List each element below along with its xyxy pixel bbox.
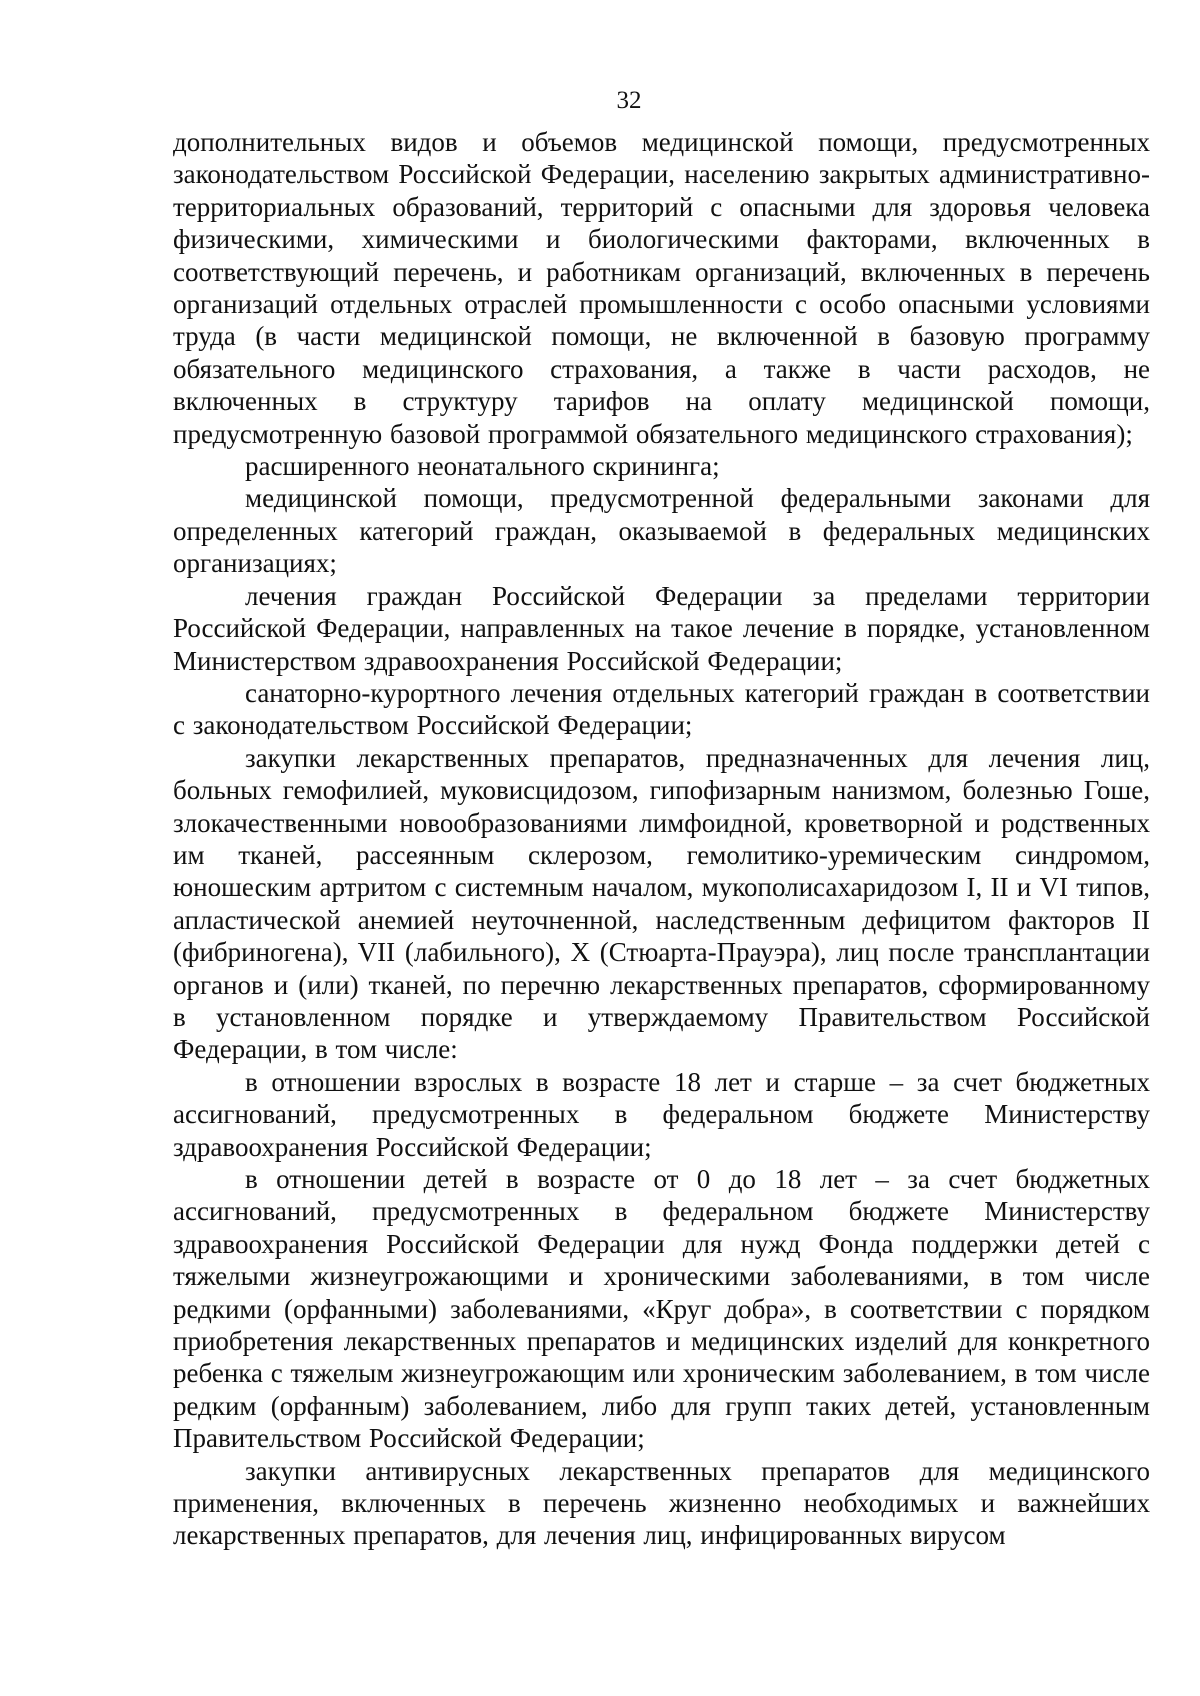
paragraph: закупки антивирусных лекарственных препаратов для медицинского применения, включенных в перечень жизненно необходимых и важнейших лекарственных препаратов, для лечения лиц, инфицированных вирусом <box>173 1455 1150 1551</box>
paragraph: дополнительных видов и объемов медицинской помощи, предусмотренных законодательством Российской Федерации, населению закрытых административно-территориальных образований, территорий с опасными для здоровья человека физическими, химическими и биологическими факторами, включенных в соответствующий перечень, и работникам организаций, включенных в перечень организаций отдельных отраслей промышленности с особо опасными условиями труда (в части медицинской помощи, не включенной в базовую программу обязательного медицинского страхования, а также в части расходов, не включенных в структуру тарифов на оплату медицинской помощи, предусмотренную базовой программой обязательного медицинского страхования); <box>173 127 1150 449</box>
paragraph: лечения граждан Российской Федерации за пределами территории Российской Федерации, направленных на такое лечение в порядке, установленном Министерством здравоохранения Российской Федерации; <box>173 580 1150 676</box>
page-number-text: 32 <box>616 87 642 114</box>
paragraph: в отношении детей в возрасте от 0 до 18 лет – за счет бюджетных ассигнований, предусмотренных в федеральном бюджете Министерству здравоохранения Российской Федерации для нужд Фонда поддержки детей с тяжелыми жизнеугрожающими и хроническими заболеваниями, в том числе редкими (орфанными) заболеваниями, «Круг добра», в соответствии с порядком приобретения лекарственных препаратов и медицинских изделий для конкретного ребенка с тяжелым жизнеугрожающим или хроническим заболеванием, в том числе редким (орфанным) заболеванием, либо для групп таких детей, установленным Правительством Российской Федерации; <box>173 1164 1150 1454</box>
paragraph: расширенного неонатального скрининга; <box>245 451 720 482</box>
page-number <box>58 86 1200 116</box>
paragraph: медицинской помощи, предусмотренной федеральными законами для определенных категорий граждан, оказываемой в федеральных медицинских организациях; <box>173 483 1150 579</box>
paragraph: в отношении взрослых в возрасте 18 лет и старше – за счет бюджетных ассигнований, предусмотренных в федеральном бюджете Министерству здравоохранения Российской Федерации; <box>173 1066 1150 1162</box>
body-text <box>173 126 1150 1552</box>
paragraph: санаторно-курортного лечения отдельных категорий граждан в соответствии с законодательством Российской Федерации; <box>173 677 1150 741</box>
paragraph: закупки лекарственных препаратов, предназначенных для лечения лиц, больных гемофилией, муковисцидозом, гипофизарным нанизмом, болезнью Гоше, злокачественными новообразованиями лимфоидной, кроветворной и родственных им тканей, рассеянным склерозом, гемолитико-уремическим синдромом, юношеским артритом с системным началом, мукополисахаридозом I, II и VI типов, апластической анемией неуточненной, наследственным дефицитом факторов II (фибриногена), VII (лабильного), X (Стюарта-Прауэра), лиц после трансплантации органов и (или) тканей, по перечню лекарственных препаратов, сформированному в установленном порядке и утверждаемому Правительством Российской Федерации, в том числе: <box>173 742 1150 1065</box>
